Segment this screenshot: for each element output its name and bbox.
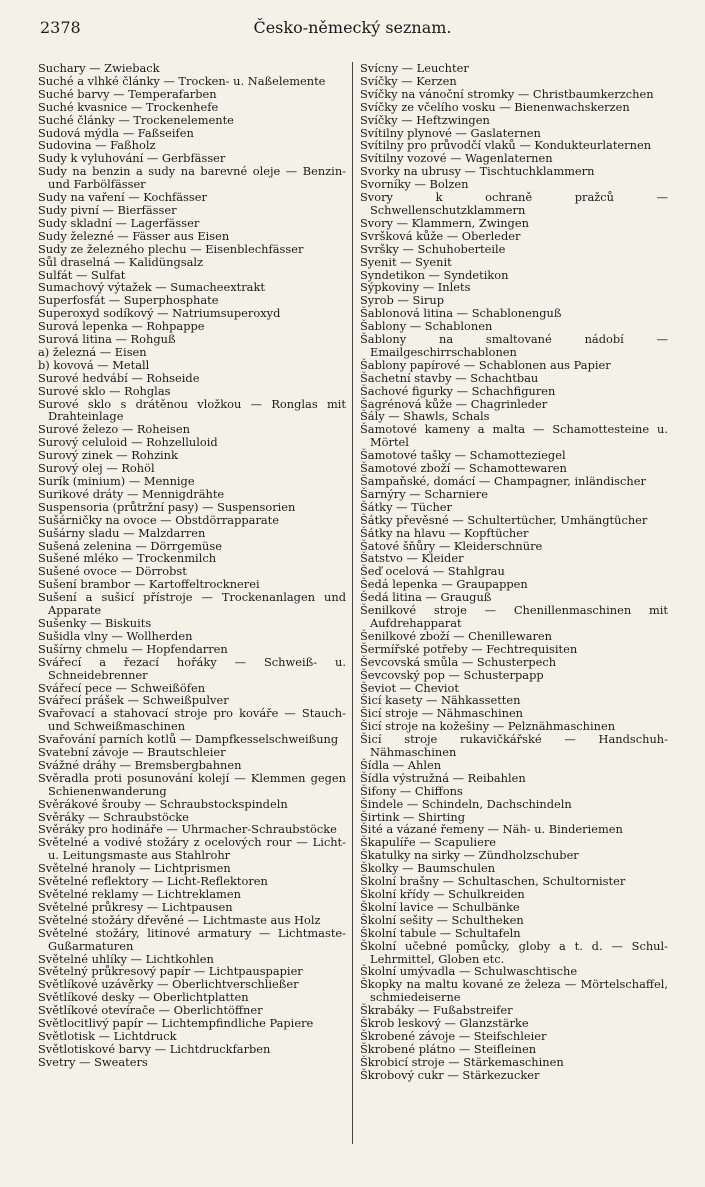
page-title: Česko-německý seznam. xyxy=(253,18,452,37)
index-entry: Surový zinek — Rohzink xyxy=(38,448,178,463)
index-entry: Šenilkové zboží — Chenillewaren xyxy=(360,628,553,643)
index-entry: Sušené mléko — Trockenmilch xyxy=(38,551,217,566)
right-column xyxy=(360,62,668,1082)
index-entry: Šamotové zboží — Schamottewaren xyxy=(360,461,567,476)
index-entry: Sulfát — Sulfat xyxy=(38,267,126,282)
index-entry: Surík (minium) — Mennige xyxy=(38,474,195,488)
column-divider xyxy=(352,62,353,1144)
index-entry: Suché a vlhké články — Trocken- u. Naßelemente xyxy=(38,73,326,88)
index-entry: Školky — Baumschulen xyxy=(360,861,496,876)
index-entry: Svorky na ubrusy — Tischtuchklammern xyxy=(360,164,595,179)
index-entry: Světlíkové uzávěrky — Oberlichtverschließer xyxy=(38,977,299,992)
index-entry: Školní křídy — Schulkreiden xyxy=(360,887,525,901)
index-entry: Šablonová litina — Schablonenguß xyxy=(360,306,562,321)
index-entry: Svěráky pro hodináře — Uhrmacher-Schraubstöcke xyxy=(38,822,337,837)
index-entry: Sudová mýdla — Faßseifen xyxy=(38,125,194,140)
index-entry: Suché kvasnice — Trockenhefe xyxy=(38,99,219,114)
index-entry: Školní lavice — Schulbänke xyxy=(360,899,520,914)
index-entry: Svářecí a řezací hořáky — Schweiß- u. Schneidebrenner xyxy=(38,654,346,682)
index-entry: Suchary — Zwieback xyxy=(38,61,160,75)
index-entry: Šagrénová kůže — Chagrinleder xyxy=(360,396,548,411)
index-entry: Ševcovská smůla — Schusterpech xyxy=(360,654,557,669)
index-entry: Světlíkové otevírače — Oberlichtöffner xyxy=(38,1003,263,1018)
index-entry: Šermířské potřeby — Fechtrequisiten xyxy=(360,641,578,656)
index-entry: Světlotisk — Lichtdruck xyxy=(38,1028,177,1043)
index-entry: Svíčky ze včelího vosku — Bienenwachskerzen xyxy=(360,99,630,114)
index-entry: Svatební závoje — Brautschleier xyxy=(38,745,226,760)
index-entry: Světlíkové desky — Oberlichtplatten xyxy=(38,990,249,1005)
index-entry: Šicí stroje na kožešiny — Pelznähmaschinen xyxy=(360,719,616,734)
index-entry: Sudy k vyluhování — Gerbfässer xyxy=(38,151,226,166)
index-entry: Šablony papírové — Schablonen aus Papier xyxy=(360,357,611,372)
index-entry: Svršky — Schuhoberteile xyxy=(360,241,506,256)
index-entry: Sudy na vaření — Kochfässer xyxy=(38,190,207,205)
index-entry: Světlocitlivý papír — Lichtempfindliche Papiere xyxy=(38,1016,314,1031)
index-entry: Šedá litina — Grauguß xyxy=(360,590,492,605)
index-entry: Světelné stožáry dřevěné — Lichtmaste aus Holz xyxy=(38,912,321,927)
index-entry: Škrobené plátno — Steifleinen xyxy=(360,1041,537,1056)
index-entry: Sušení a sušicí přístroje — Trockenanlagen und Apparate xyxy=(38,590,346,618)
index-entry: Sušení brambor — Kartoffeltrocknerei xyxy=(38,577,260,592)
index-entry: Svařování parních kotlů — Dampfkesselschweißung xyxy=(38,732,339,747)
index-entry: Školní sešity — Schultheken xyxy=(360,912,524,927)
index-entry: Školní učebné pomůcky, globy a t. d. — Schul-Lehrmittel, Globen etc. xyxy=(360,938,668,966)
index-entry: Sudy pivní — Bierfässer xyxy=(38,202,177,217)
index-entry: Šátky převěsné — Schultertücher, Umhängtücher xyxy=(360,512,648,527)
left-column xyxy=(38,62,346,1069)
index-entry: Svařovací a stahovací stroje pro kováře — Stauch- und Schweißmaschinen xyxy=(38,706,346,734)
index-entry: Světelné reflektory — Licht-Reflektoren xyxy=(38,874,268,889)
index-entry: Šatstvo — Kleider xyxy=(360,551,464,566)
index-entry: Šicí kasety — Nähkassetten xyxy=(360,693,521,708)
index-entry: Šifony — Chiffons xyxy=(360,783,463,798)
index-entry: Světlotiskové barvy — Lichtdruckfarben xyxy=(38,1041,271,1056)
index-entry: Svítilny pro průvodčí vlaků — Kondukteurlaternen xyxy=(360,138,652,153)
index-entry: Svíčky na vánoční stromky — Christbaumkerzchen xyxy=(360,86,654,101)
index-entry: Ševcovský pop — Schusterpapp xyxy=(360,667,544,682)
index-entry: Škatulky na sirky — Zündholzschuber xyxy=(360,848,579,863)
index-entry: Svíčky — Heftzwingen xyxy=(360,112,490,127)
index-entry: Svěrákové šrouby — Schraubstockspindeln xyxy=(38,796,288,811)
index-entry: Svítilny plynové — Gaslaternen xyxy=(360,125,541,140)
index-entry: Školní tabule — Schultafeln xyxy=(360,925,521,940)
index-entry: Škrobicí stroje — Stärkemaschinen xyxy=(360,1054,564,1069)
index-entry: Sušárny sladu — Malzdarren xyxy=(38,525,206,540)
index-entry: Šablony na smaltované nádobí — Emailgeschirrschablonen xyxy=(360,332,668,359)
index-entry: Sušárničky na ovoce — Obstdörrapparate xyxy=(38,512,279,527)
index-entry: Svory k ochraně pražců — Schwellenschutzklammern xyxy=(360,190,668,217)
index-entry: Svěradla proti posunování kolejí — Klemmen gegen Schienenwanderung xyxy=(38,770,346,798)
index-entry: Šablony — Schablonen xyxy=(360,319,493,334)
index-entry: Svíčky — Kerzen xyxy=(360,73,457,88)
index-entry: Světelné reklamy — Lichtreklamen xyxy=(38,887,241,901)
index-entry: Sudy skladní — Lagerfässer xyxy=(38,215,200,230)
index-entry: Škopky na maltu kované ze železa — Mörtelschaffel, schmiedeiserne xyxy=(360,977,668,1005)
index-entry: Světelné uhlíky — Lichtkohlen xyxy=(38,951,214,966)
index-entry: Svršková kůže — Oberleder xyxy=(360,228,521,243)
page-number: 2378 xyxy=(40,18,81,37)
index-entry: Šeď ocelová — Stahlgrau xyxy=(360,564,505,579)
index-entry: Škapulíře — Scapuliere xyxy=(360,835,497,850)
index-entry: Svážné dráhy — Bremsbergbahnen xyxy=(38,757,242,772)
index-entry: Šídla výstružná — Reibahlen xyxy=(360,770,526,785)
index-entry: Surová lepenka — Rohpappe xyxy=(38,319,205,334)
index-entry: Sudy ze železného plechu — Eisenblechfässer xyxy=(38,241,304,256)
index-entry: Sušená zelenina — Dörrgemüse xyxy=(38,538,222,553)
index-entry: Sušené ovoce — Dörrobst xyxy=(38,564,187,579)
index-entry: Školní umývadla — Schulwaschtische xyxy=(360,964,578,979)
index-entry: Světelné průkresy — Lichtpausen xyxy=(38,899,233,914)
index-entry: Šátky na hlavu — Kopftücher xyxy=(360,525,529,540)
index-entry: Šité a vázané řemeny — Näh- u. Binderiemen xyxy=(360,822,623,837)
index-entry: Syndetikon — Syndetikon xyxy=(360,267,509,282)
index-entry: Školní brašny — Schultaschen, Schultornister xyxy=(360,874,626,889)
index-entry: b) kovová — Metall xyxy=(38,357,150,372)
index-entry: Šenilkové stroje — Chenillenmaschinen mit Aufdrehapparat xyxy=(360,603,668,630)
index-entry: Sušidla vlny — Wollherden xyxy=(38,628,193,643)
index-entry: Sumachový výtažek — Sumacheextrakt xyxy=(38,280,265,295)
index-entry: Ševiot — Cheviot xyxy=(360,680,459,695)
index-entry: Šachetní stavby — Schachtbau xyxy=(360,370,539,385)
index-entry: Šamotové tašky — Schamotteziegel xyxy=(360,448,566,463)
index-entry: Šátky — Tücher xyxy=(360,499,452,514)
index-entry: Superfosfát — Superphosphate xyxy=(38,293,219,308)
index-entry: Šindele — Schindeln, Dachschindeln xyxy=(360,796,572,811)
index-entry: Sýpkoviny — Inlets xyxy=(360,280,471,295)
index-entry: Šatové šňůry — Kleiderschnüre xyxy=(360,538,543,553)
index-entry: Syenit — Syenit xyxy=(360,254,452,269)
index-entry: Surový olej — Rohöl xyxy=(38,461,155,476)
index-entry: Svítilny vozové — Wagenlaternen xyxy=(360,151,553,166)
index-entry: Surová litina — Rohguß xyxy=(38,332,176,347)
index-entry: Sudovina — Faßholz xyxy=(38,138,156,153)
index-entry: Škrob leskový — Glanzstärke xyxy=(360,1016,529,1031)
index-entry: Šídla — Ahlen xyxy=(360,757,442,772)
index-entry: Surové sklo — Rohglas xyxy=(38,383,171,398)
index-entry: Sušírny chmelu — Hopfendarren xyxy=(38,641,228,656)
index-entry: Šedá lepenka — Graupappen xyxy=(360,577,528,592)
index-entry: Svářecí pece — Schweißöfen xyxy=(38,680,206,695)
index-entry: Syrob — Sirup xyxy=(360,293,444,308)
index-entry: Škrobené závoje — Steifschleier xyxy=(360,1028,547,1043)
index-entry: Svetry — Sweaters xyxy=(38,1054,148,1069)
index-entry: Sůl draselná — Kalidüngsalz xyxy=(38,254,204,269)
index-entry: Surové hedvábí — Rohseide xyxy=(38,370,200,385)
page-header xyxy=(40,18,665,40)
index-entry: Surikové dráty — Mennigdrähte xyxy=(38,486,225,501)
index-entry: Suché barvy — Temperafarben xyxy=(38,86,217,101)
index-entry: Škrobový cukr — Stärkezucker xyxy=(360,1067,540,1082)
index-entry: Světelné hranoly — Lichtprismen xyxy=(38,861,231,876)
index-entry: Suspensoria (průtržní pasy) — Suspensorien xyxy=(38,499,296,514)
index-entry: Šarnýry — Scharniere xyxy=(360,486,488,501)
index-entry: Sudy na benzin a sudy na barevné oleje — Benzin- und Farbölfässer xyxy=(38,164,346,192)
index-entry: Superoxyd sodíkový — Natriumsuperoxyd xyxy=(38,306,281,321)
index-entry: Svorníky — Bolzen xyxy=(360,177,469,192)
index-entry: Svěráky — Schraubstöcke xyxy=(38,809,189,824)
index-entry: Svory — Klammern, Zwingen xyxy=(360,215,529,230)
index-entry: Surový celuloid — Rohzelluloid xyxy=(38,435,218,450)
index-entry: Šály — Shawls, Schals xyxy=(360,409,490,424)
index-entry: Šampaňské, domácí — Champagner, inländischer xyxy=(360,474,646,488)
index-entry: Šachové figurky — Schachfiguren xyxy=(360,383,556,398)
index-entry: Svářecí prášek — Schweißpulver xyxy=(38,693,229,708)
index-entry: Škrabáky — Fußabstreifer xyxy=(360,1003,513,1018)
index-entry: Šicí stroje rukavičkářské — Handschuh-Nähmaschinen xyxy=(360,732,668,760)
index-entry: Světelný průkresový papír — Lichtpauspapier xyxy=(38,964,303,979)
index-entry: Sudy železné — Fässer aus Eisen xyxy=(38,228,230,243)
index-entry: Suché články — Trockenelemente xyxy=(38,112,234,127)
index-entry: Svícny — Leuchter xyxy=(360,61,469,75)
index-entry: Sušenky — Biskuits xyxy=(38,615,152,630)
index-entry: Širtink — Shirting xyxy=(360,809,466,824)
index-entry: Surové sklo s drátěnou vložkou — Ronglas mit Drahteinlage xyxy=(38,396,346,424)
index-entry: a) železná — Eisen xyxy=(38,344,147,359)
index-entry: Šamotové kameny a malta — Schamottesteine u. Mörtel xyxy=(360,422,668,450)
index-entry: Šicí stroje — Nähmaschinen xyxy=(360,706,524,721)
index-entry: Světelné a vodivé stožáry z ocelových rour — Licht- u. Leitungsmaste aus Stahlrohr xyxy=(38,835,346,863)
index-entry: Světelné stožáry, litinové armatury — Lichtmaste-Gußarmaturen xyxy=(38,925,346,953)
index-entry: Surové železo — Roheisen xyxy=(38,422,190,437)
